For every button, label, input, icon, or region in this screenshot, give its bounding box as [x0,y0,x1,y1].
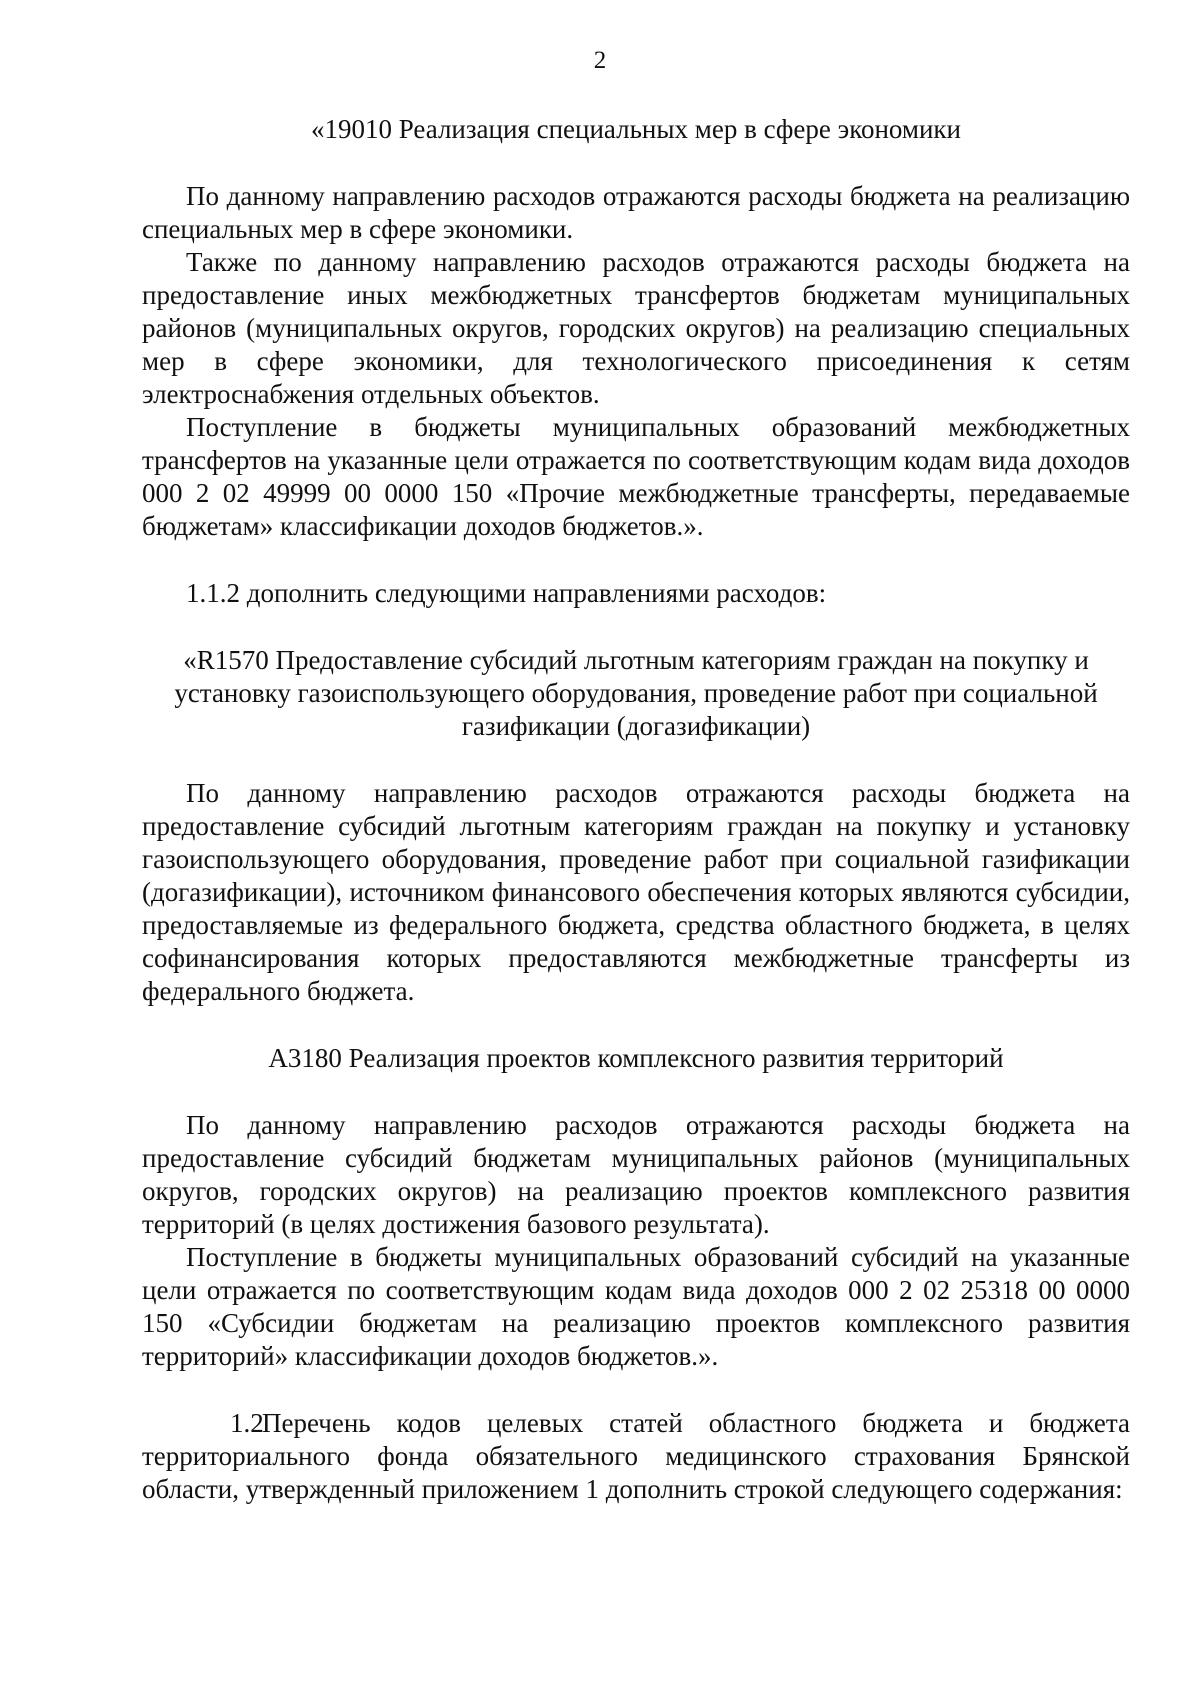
item-1-2-text: Перечень кодов целевых статей областного бюджета и бюджета территориального фонда обязательного медицинского страхования Брянской области, утвержденный приложением 1 дополнить строкой следующего содержания: [142,1408,1130,1504]
paragraph-r1570-1: По данному направлению расходов отражаются расходы бюджета на предоставление субсидий льготным категориям граждан на покупку и установку газоиспользующего оборудования, проведение работ при социальной газификации (догазификации), источником финансового обеспечения которых являются субсидии, предоставляемые из федерального бюджета, средства областного бюджета, в целях софинансирования которых предоставляются межбюджетные трансферты из федерального бюджета. [142,778,1130,1006]
document-body [142,113,1130,1506]
paragraph-19010-3: Поступление в бюджеты муниципальных образований межбюджетных трансфертов на указанные цели отражается по соответствующим кодам вида доходов 000 2 02 49999 00 0000 150 «Прочие межбюджетные трансферты, передаваемые бюджетам» классификации доходов бюджетов.». [142,412,1130,541]
page-number: 2 [593,47,607,74]
section-heading-19010: «19010 Реализация специальных мер в сфере экономики [311,114,961,144]
paragraph-19010-1: По данному направлению расходов отражаются расходы бюджета на реализацию специальных мер в сфере экономики. [142,181,1130,244]
paragraph-19010-2: Также по данному направлению расходов отражаются расходы бюджета на предоставление иных межбюджетных трансфертов бюджетам муниципальных районов (муниципальных округов, городских округов) на реализацию специальных мер в сфере экономики, для технологического присоединения к сетям электроснабжения отдельных объектов. [142,247,1130,409]
section-heading-r1570: «R1570 Предоставление субсидий льготным категориям граждан на покупку и установку газоиспользующего оборудования, проведение работ при социальной газификации (догазификации) [174,645,1098,741]
item-1-2-number: 1.2 [230,1408,264,1438]
item-1-1-2: 1.1.2 дополнить следующими направлениями расходов: [186,578,827,608]
item-1-2 [142,1407,1130,1506]
paragraph-a3180-2: Поступление в бюджеты муниципальных образований субсидий на указанные цели отражается по соответствующим кодам вида доходов 000 2 02 25318 00 0000 150 «Субсидии бюджетам на реализацию проектов комплексного развития территорий» классификации доходов бюджетов.». [142,1242,1130,1371]
section-heading-a3180: А3180 Реализация проектов комплексного развития территорий [268,1043,1004,1073]
paragraph-a3180-1: По данному направлению расходов отражаются расходы бюджета на предоставление субсидий бюджетам муниципальных районов (муниципальных округов, городских округов) на реализацию проектов комплексного развития территорий (в целях достижения базового результата). [142,1110,1130,1239]
